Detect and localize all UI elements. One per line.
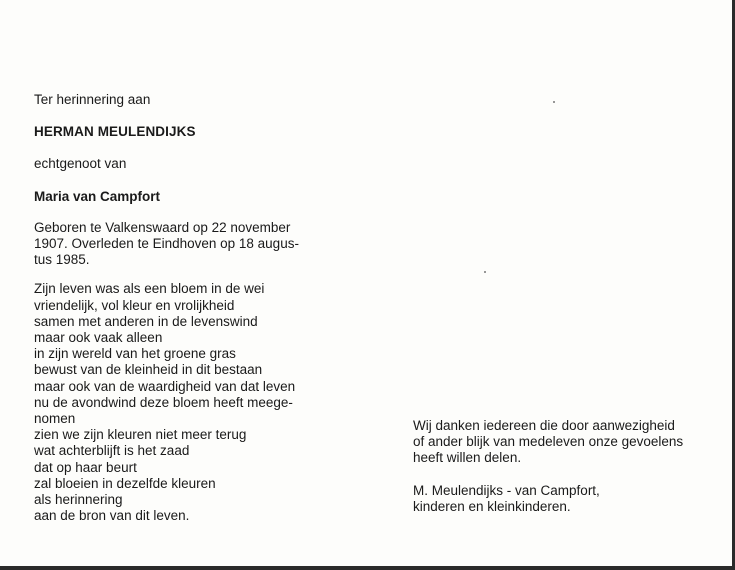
signature-line: kinderen en kleinkinderen. [413,498,571,514]
poem [34,281,374,524]
poem-line: samen met anderen in de levenswind [34,313,258,329]
biography [34,220,374,269]
poem-line: maar ook van de waardigheid van dat leven [34,378,296,394]
intro-text: Ter herinnering aan [34,92,151,107]
spouse-name: Maria van Campfort [34,188,161,204]
bio-line: Geboren te Valkenswaard op 22 november [34,219,291,235]
family-signature [413,483,723,515]
signature-line: M. Meulendijks - van Campfort, [413,482,600,498]
thanks-text [413,418,723,467]
thanks-line: Wij danken iedereen die door aanwezigheid [413,418,675,433]
deceased-name: HERMAN MEULENDIJKS [34,124,196,140]
poem-line: maar ook vaak alleen [34,330,163,346]
poem-line: aan de bron van dit leven. [34,508,190,524]
poem-line: dat op haar beurt [34,459,137,475]
paper-speck [553,101,555,103]
poem-line: nomen [34,411,76,427]
thanks-line: of ander blijk van medeleven onze gevoelens [413,434,684,450]
poem-line: wat achterblijft is het zaad [34,443,190,459]
left-column [34,92,374,524]
paper-speck [484,271,486,273]
poem-line: nu de avondwind deze bloem heeft meege- [34,394,293,410]
thanks-line: heeft willen delen. [413,450,522,466]
poem-line: als herinnering [34,492,123,508]
poem-line: Zijn leven was als een bloem in de wei [34,281,265,297]
right-column [413,418,723,515]
card-edge-bottom [0,566,735,570]
poem-line: bewust van de kleinheid in dit bestaan [34,362,263,378]
poem-line: zien we zijn kleuren niet meer terug [34,427,247,443]
poem-line: vriendelijk, vol kleur en vrolijkheid [34,297,235,313]
bio-line: 1907. Overleden te Eindhoven op 18 augus- [34,236,299,252]
bio-line: tus 1985. [34,252,90,268]
relation-text: echtgenoot van [34,156,127,172]
poem-line: zal bloeien in dezelfde kleuren [34,475,216,491]
poem-line: in zijn wereld van het groene gras [34,346,236,362]
